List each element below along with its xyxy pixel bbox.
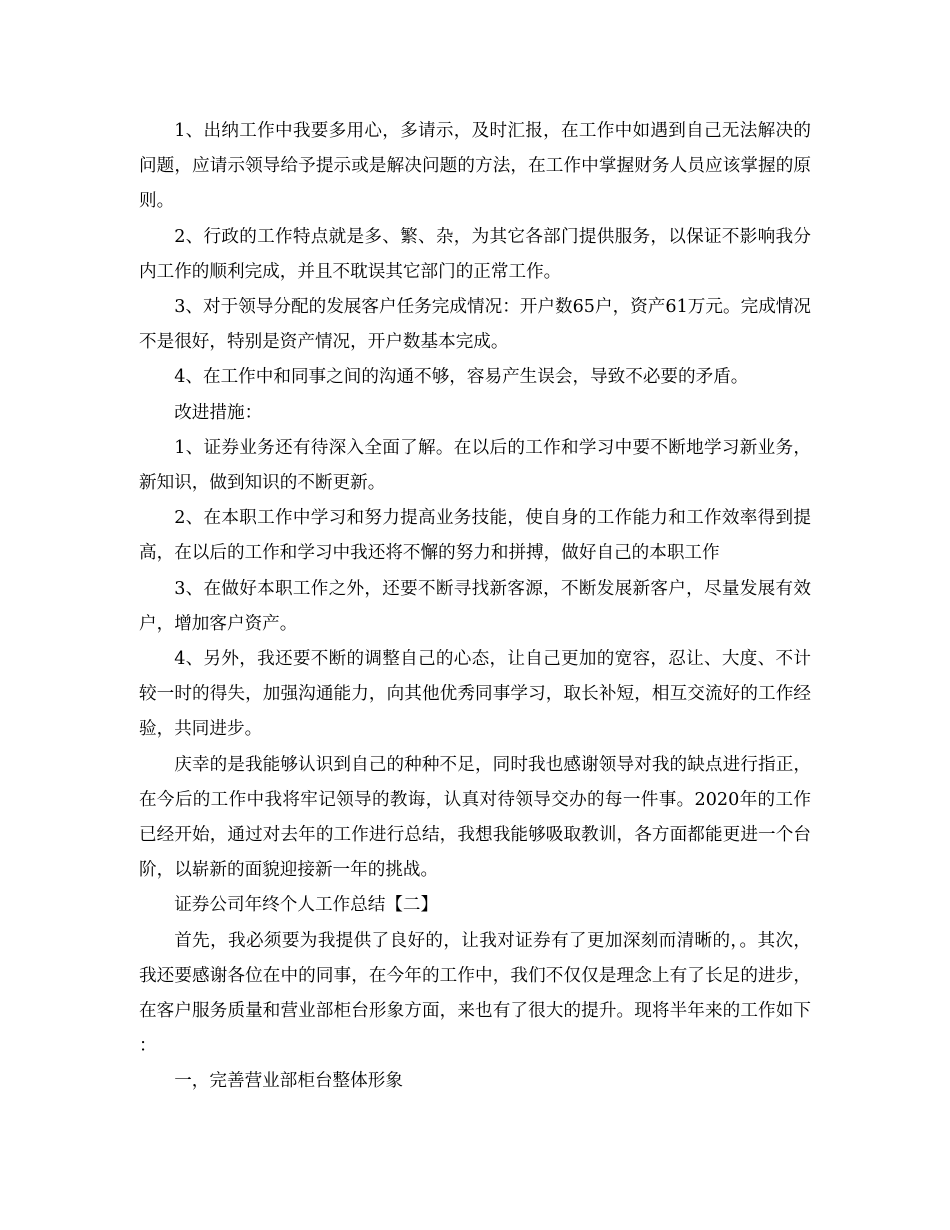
- paragraph: 2、在本职工作中学习和努力提高业务技能，使自身的工作能力和工作效率得到提高，在以后的工作和学习中我还将不懈的努力和拼搏，做好自己的本职工作: [139, 508, 811, 564]
- paragraph: 1、出纳工作中我要多用心，多请示，及时汇报，在工作中如遇到自己无法解决的问题，应请示领导给予提示或是解决问题的方法，在工作中掌握财务人员应该掌握的原则。: [139, 121, 811, 212]
- section-heading: 改进措施：: [174, 402, 263, 423]
- section-heading: 一，完善营业部柜台整体形象: [174, 1071, 403, 1092]
- document-body: [139, 114, 811, 1100]
- paragraph: 首先，我必须要为我提供了良好的，让我对证券有了更加深刻而清晰的，。其次，我还要感谢各位在中的同事，在今年的工作中，我们不仅仅是理念上有了长足的进步，在客户服务质量和营业部柜台形象方面，来也有了很大的提升。现将半年来的工作如下：: [139, 930, 811, 1057]
- paragraph: 1、证券业务还有待深入全面了解。在以后的工作和学习中要不断地学习新业务，新知识，做到知识的不断更新。: [139, 437, 811, 494]
- paragraph: 4、另外，我还要不断的调整自己的心态，让自己更加的宽容，忍让、大度、不计较一时的得失，加强沟通能力，向其他优秀同事学习，取长补短，相互交流好的工作经验，共同进步。: [139, 649, 811, 740]
- paragraph: 3、对于领导分配的发展客户任务完成情况：开户数65户，资产61万元。完成情况不是很好，特别是资产情况，开户数基本完成。: [139, 297, 811, 353]
- paragraph: 2、行政的工作特点就是多、繁、杂，为其它各部门提供服务，以保证不影响我分内工作的顺利完成，并且不耽误其它部门的正常工作。: [139, 226, 811, 282]
- paragraph: 3、在做好本职工作之外，还要不断寻找新客源，不断发展新客户，尽量发展有效户，增加客户资产。: [139, 578, 811, 634]
- paragraph: 4、在工作中和同事之间的沟通不够，容易产生误会，导致不必要的矛盾。: [174, 367, 749, 388]
- document-subtitle: 证券公司年终个人工作总结【二】: [174, 895, 439, 916]
- paragraph: 庆幸的是我能够认识到自己的种种不足，同时我也感谢领导对我的缺点进行指正，在今后的工作中我将牢记领导的教诲，认真对待领导交办的每一件事。2020年的工作已经开始，通过对去年的工作进行总结，我想我能够吸取教训，各方面都能更进一个台阶，以崭新的面貌迎接新一年的挑战。: [139, 754, 811, 881]
